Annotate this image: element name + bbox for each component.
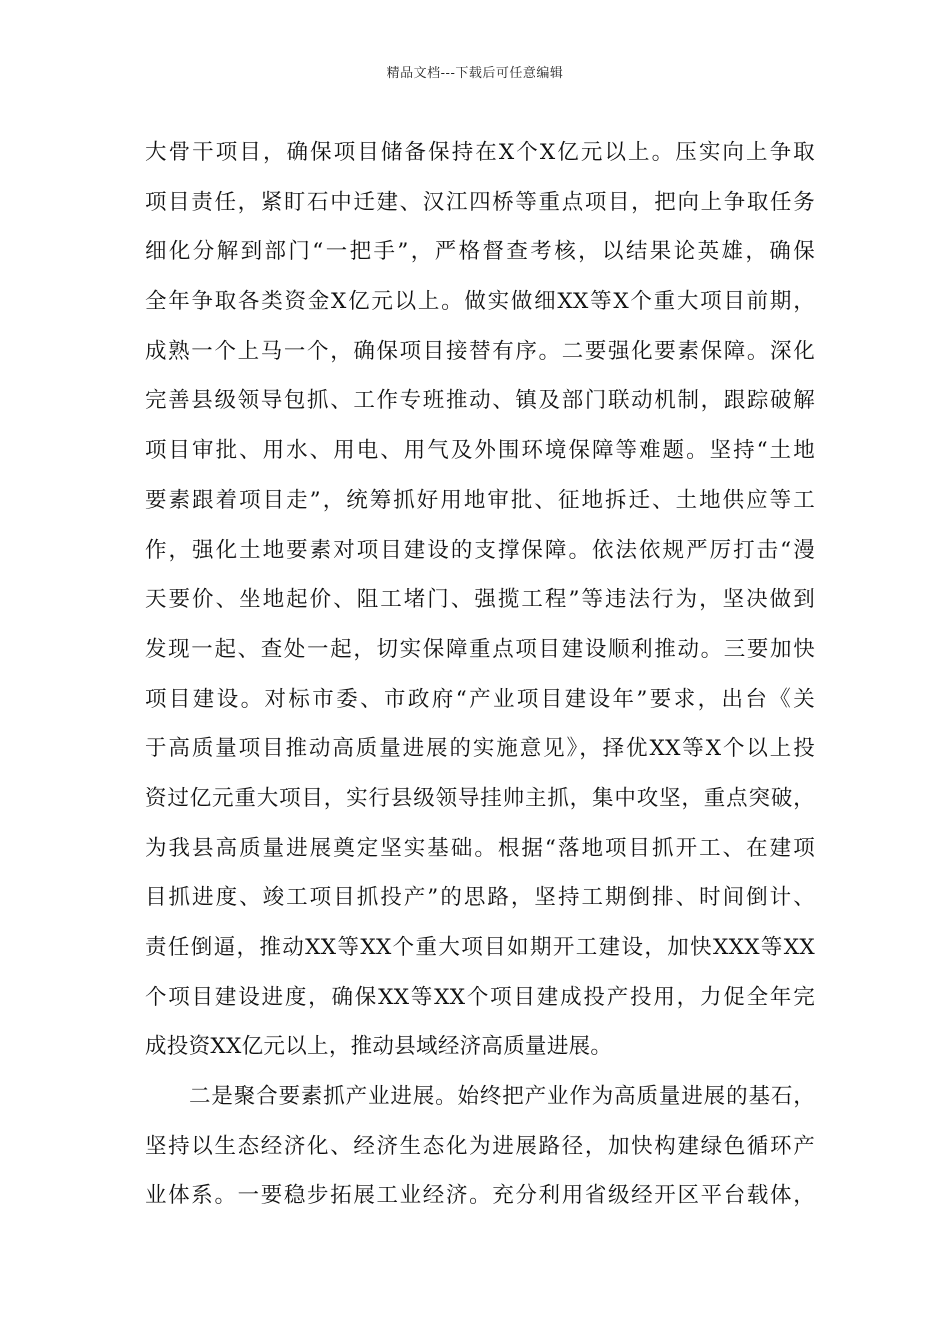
paragraph-2-line: 业体系。一要稳步拓展工业经济。充分利用省级经开区平台载体， [145, 1183, 815, 1209]
paragraph-1-line: 发现一起、查处一起，切实保障重点项目建设顺利推动。三要加快 [145, 636, 815, 662]
paragraph-1-line: 大骨干项目，确保项目储备保持在X个X亿元以上。压实向上争取 [145, 140, 815, 165]
paragraph-1-line: 为我县高质量进展奠定坚实基础。根据“落地项目抓开工、在建项 [145, 835, 815, 861]
paragraph-1-line: 个项目建设进度，确保XX等XX个项目建成投产投用，力促全年完 [145, 984, 815, 1010]
paragraph-1-line: 项目审批、用水、用电、用气及外围环境保障等难题。坚持“土地 [145, 438, 815, 464]
paragraph-1-line: 项目责任，紧盯石中迁建、汉江四桥等重点项目，把向上争取任务 [145, 189, 815, 215]
paragraph-1-line: 项目建设。对标市委、市政府“产业项目建设年”要求，出台《关 [145, 686, 815, 712]
paragraph-1-line: 天要价、坐地起价、阻工堵门、强揽工程”等违法行为，坚决做到 [145, 587, 815, 613]
paragraph-2-line: 坚持以生态经济化、经济生态化为进展路径，加快构建绿色循环产 [145, 1133, 815, 1159]
paragraph-1-line: 成投资XX亿元以上，推动县域经济高质量进展。 [145, 1034, 613, 1060]
paragraph-1-line: 要素跟着项目走”，统筹抓好用地审批、征地拆迁、土地供应等工 [145, 487, 815, 513]
document-body [145, 128, 815, 1221]
paragraph-1-line: 责任倒逼，推动XX等XX个重大项目如期开工建设，加快XXX等XX [145, 935, 815, 960]
paragraph-1-line: 目抓进度、竣工项目抓投产”的思路，坚持工期倒排、时间倒计、 [145, 885, 815, 911]
paragraph-1-line: 资过亿元重大项目，实行县级领导挂帅主抓，集中攻坚，重点突破， [145, 785, 815, 811]
paragraph-1-line: 作，强化土地要素对项目建设的支撑保障。依法依规严厉打击“漫 [145, 537, 815, 563]
page-header: 精品文档---下载后可任意编辑 [386, 66, 564, 81]
paragraph-1-line: 全年争取各类资金X亿元以上。做实做细XX等X个重大项目前期， [145, 289, 815, 315]
paragraph-2-line: 二是聚合要素抓产业进展。始终把产业作为高质量进展的基石， [189, 1084, 815, 1110]
paragraph-1-line: 完善县级领导包抓、工作专班推动、镇及部门联动机制，跟踪破解 [145, 388, 815, 414]
paragraph-1-line: 于高质量项目推动高质量进展的实施意见》，择优XX等X个以上投 [145, 736, 815, 762]
paragraph-1-line: 细化分解到部门“一把手”，严格督查考核，以结果论英雄，确保 [145, 239, 815, 265]
paragraph-1-line: 成熟一个上马一个，确保项目接替有序。二要强化要素保障。深化 [145, 338, 815, 364]
